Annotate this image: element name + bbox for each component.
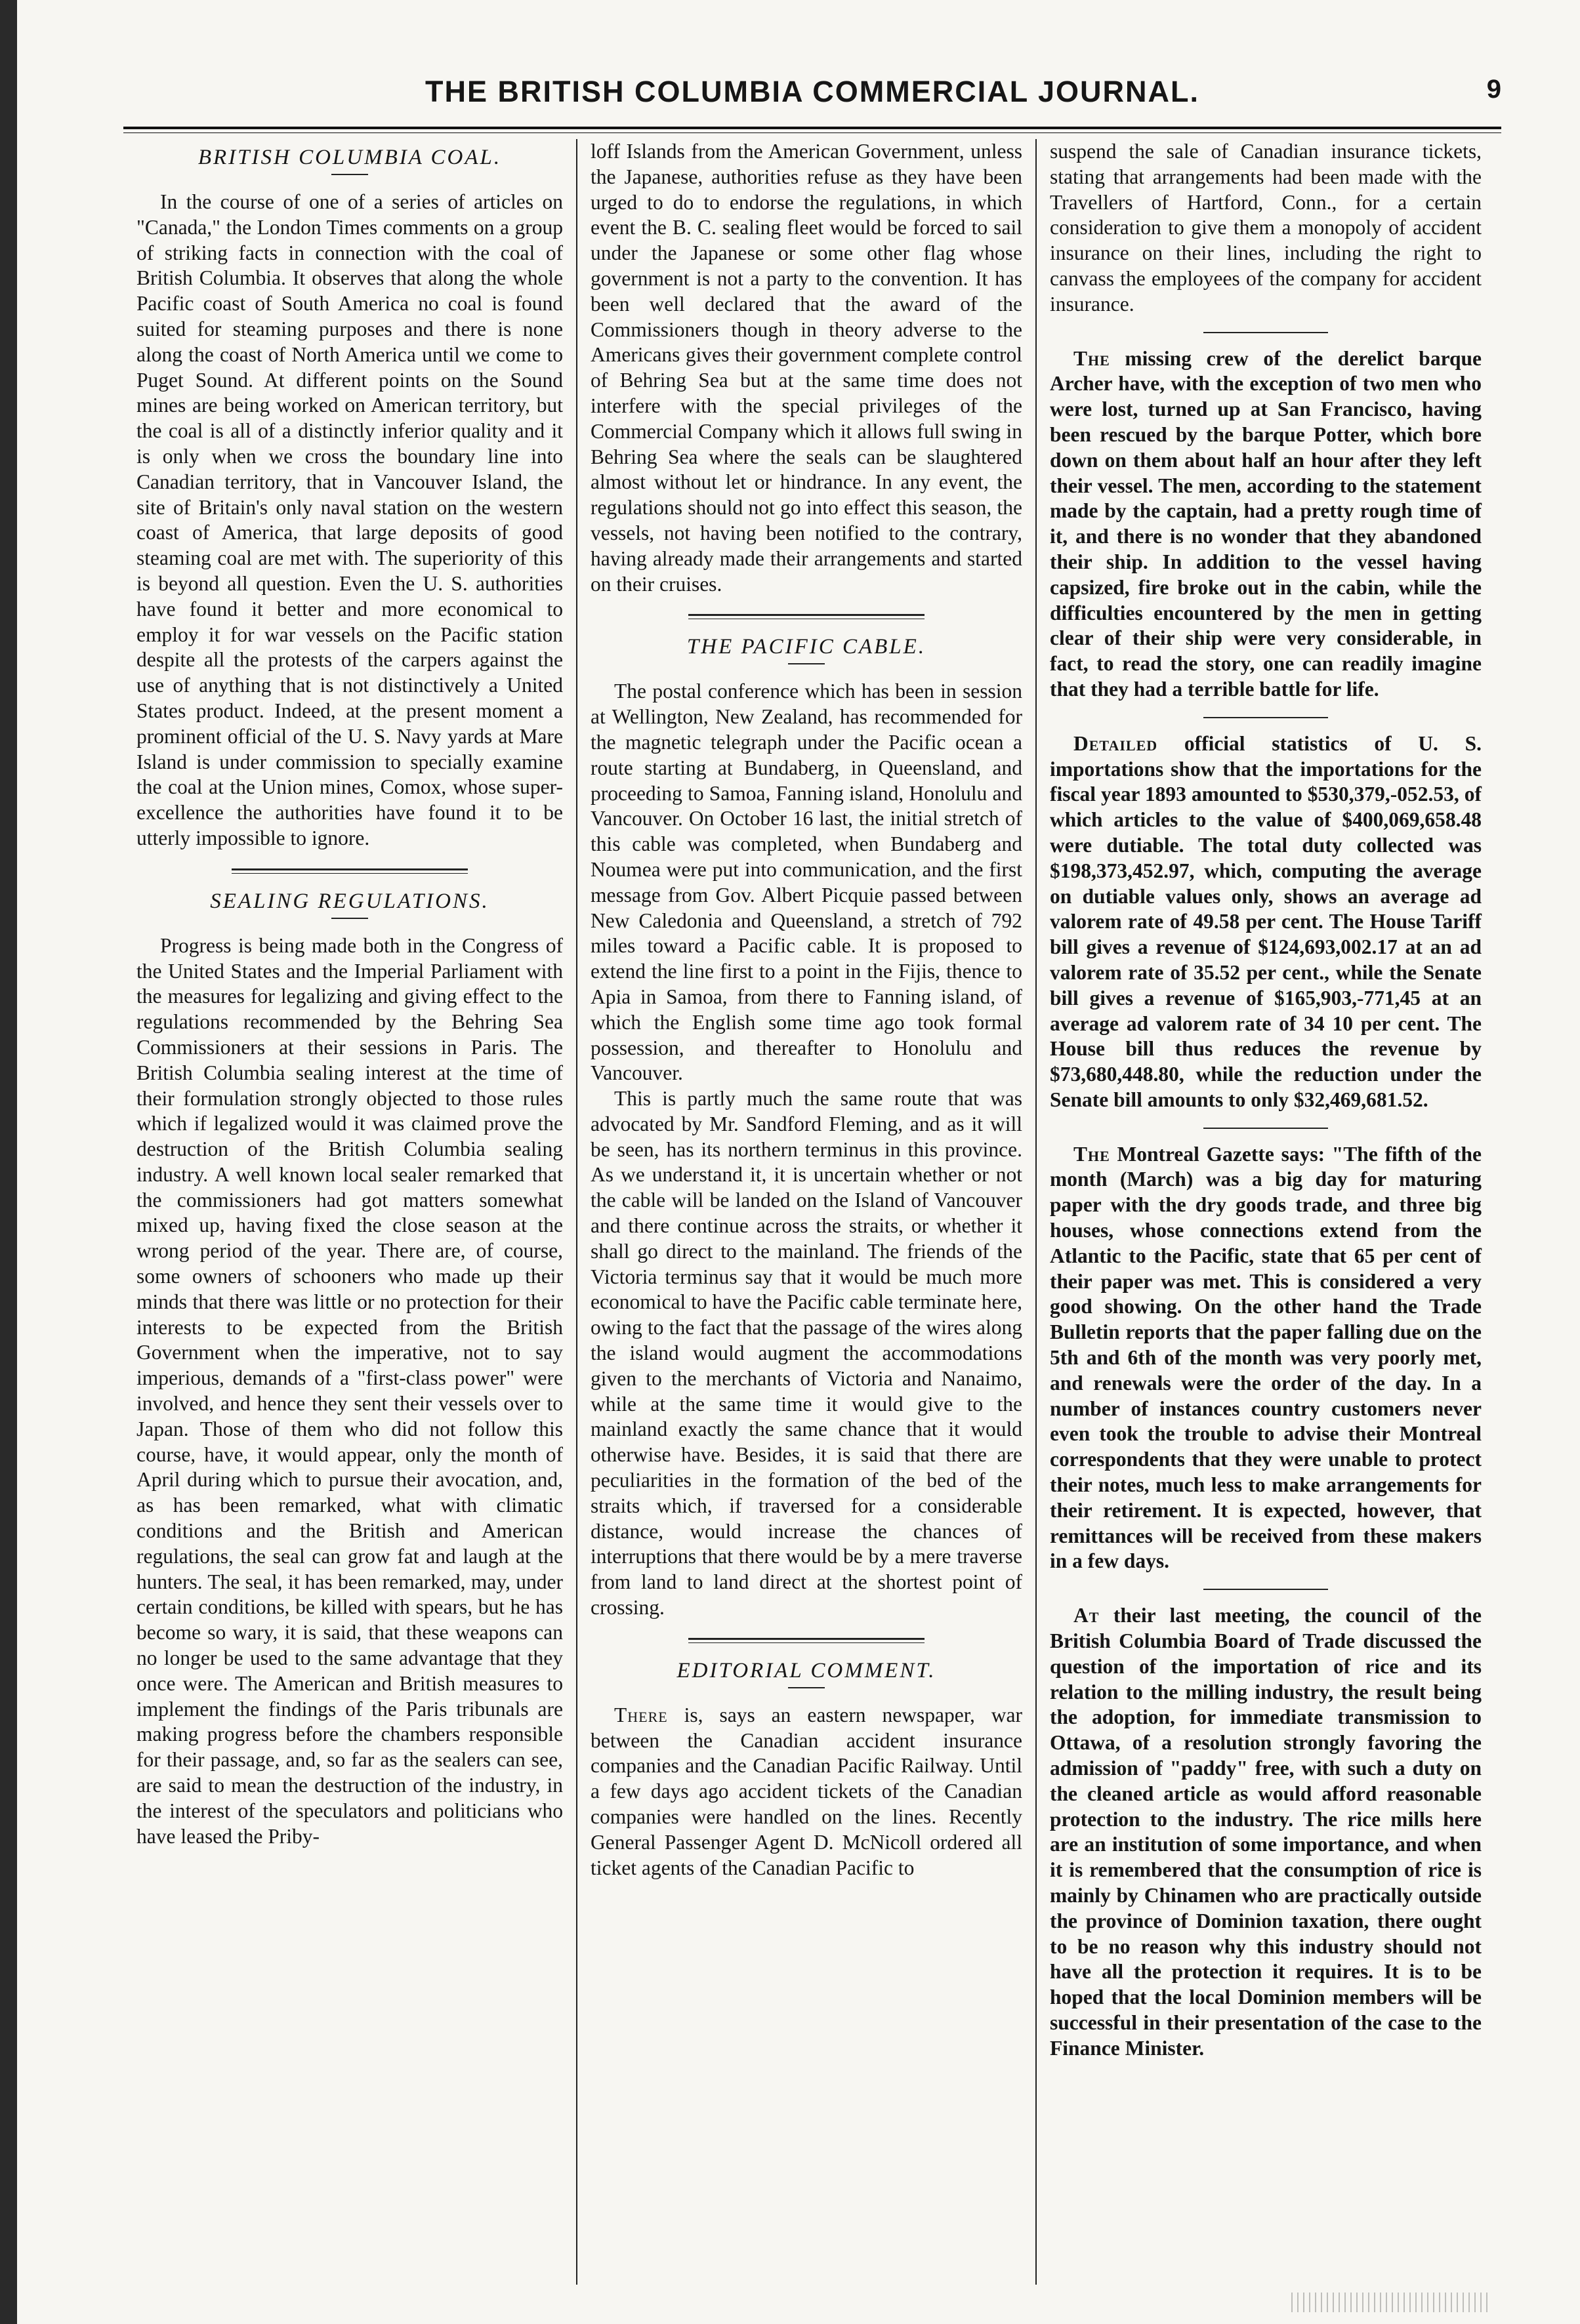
- column-2: [576, 139, 1035, 2285]
- scan-binding-edge: [0, 0, 17, 2324]
- section-divider: [688, 1638, 925, 1643]
- paragraph-body: missing crew of the derelict barque Archer have, with the exception of two men who were lost, turned up at San Francisco, having been rescued by the barque Potter, which bore down on them about half an hour after they left their vessel. The men, according to the statement made by the captain, had a pretty rough time of it, and there is no wonder that they abandoned their ship. In addition to the vessel having capsized, fire broke out in the cabin, while the difficulties encountered by the men in getting clear of their ship were very considerable, in fact, to read the story, one can readily imagine that they had a terrible battle for life.: [1050, 346, 1482, 701]
- article-rice: [1050, 1603, 1482, 2061]
- masthead-rule: [123, 127, 1501, 133]
- article-insurance-continued: suspend the sale of Canadian insurance tickets, stating that arrangements had been made with the Travellers of Hartford, Conn., for a certain consideration to give them a monopoly of accident insurance on their lines, including the right to canvass the employees of the company for accident insurance.: [1050, 140, 1482, 316]
- article-sealing-continued: loff Islands from the American Government, unless the Japanese, authorities refuse as they have been urged to do to endorse the regulations, in which event the B. C. sealing fleet would be forced to sail under the Japanese or some other flag whose government is not a party to the convention. It has been well declared that the award of the Commissioners though in theory adverse to the Americans gives their government complete control of Behring Sea but at the same time does not interfere with the special privileges of the Commercial Company which it allows full swing in Behring Sea where the seals can be slaughtered almost without let or hindrance. In any event, the regulations should not go into effect this season, the vessels, not having been notified to the contrary, having already made their arrangements and started on their cruises.: [591, 140, 1022, 596]
- article-montreal: [1050, 1142, 1482, 1575]
- heading-coal: BRITISH COLUMBIA COAL.: [198, 146, 502, 169]
- article-sealing-text: Progress is being made both in the Congress of the United States and the Imperial Parliament with the measures for legalizing and giving effect to the regulations recommended by the Behring Sea Commissioners at their sessions in Paris. The British Columbia sealing interest at the time of their formulation strongly objected to those rules which if legalized would it was claimed prove the destruction of the British Columbia sealing industry. A well known local sealer remarked that the commissioners had got matters somewhat mixed up, having fixed the close season at the wrong period of the year. There are, of course, some owners of schooners who made up their minds that there was little or no protection for their interests to be expected from the British Government when the imperative, not to say imperious, demands of a "first-class power" were involved, and hence they sent their vessels over to Japan. Those of them who did not follow this course, have, it would appear, only the month of April during which to pursue their avocation, and, as has been remarked, what with climatic conditions and the British and American regulations, the seal can grow fat and laugh at the hunters. The seal, it has been remarked, may, under certain conditions, be killed with spears, but he has become so wary, it is said, that these weapons can no longer be used to the same advantage that they once were. The American and British measures to implement the findings of the Paris tribunals are making progress before the chambers responsible for their passage, and, so far as the sealers can see, are said to mean the destruction of the industry, in the interest of the speculators and politicians who have leased the Priby-: [136, 933, 563, 1848]
- lead-word: Detailed: [1073, 731, 1158, 755]
- heading-editorial: EDITORIAL COMMENT.: [676, 1658, 936, 1682]
- journal-title: THE BRITISH COLUMBIA COMMERCIAL JOURNAL.: [425, 75, 1199, 108]
- heading-sealing: SEALING REGULATIONS.: [210, 889, 489, 913]
- paragraph-body: their last meeting, the council of the British Columbia Board of Trade discussed the question of the importation of rice and its relation to the milling industry, the result being the adoption, for immediate transmission to Ottawa, of a resolution strongly favoring the admission of "paddy" free, with such a duty on the cleaned article as would afford reasonable protection to the industry. The rice mills here are an institution of some importance, and when it is remembered that the consumption of rice is mainly by Chinamen who are practically outside the province of Dominion taxation, there ought to be no reason why this industry should not have all the protection it requires. It is to be hoped that the local Dominion members will be successful in their presentation of the case to the Finance Minister.: [1050, 1604, 1482, 2060]
- column-3: [1035, 139, 1495, 2285]
- dash-rule: [331, 918, 368, 919]
- dash-rule: [788, 1687, 825, 1688]
- scan-noise: [1291, 2293, 1488, 2312]
- dash-rule: [788, 663, 825, 664]
- article-statistics: [1050, 731, 1482, 1113]
- lead-word: The: [1073, 346, 1110, 370]
- article-coal-text: In the course of one of a series of articles on "Canada," the London Times comments on a group of striking facts in connection with the coal of British Columbia. It observes that along the whole Pacific coast of South America no coal is found suited for steaming purposes and there is none along the coast of North America until we come to Puget Sound. At different points on the Sound mines are being worked on American territory, but the coal is all of a distinctly inferior quality and it is only when we cross the boundary line into Canadian territory, that in Vancouver Island, the site of Britain's only naval station on the western coast of America, that large deposits of good steaming coal are met with. The superiority of this is beyond all question. Even the U. S. authorities have found it better and more economical to employ it for war vessels on the Pacific station despite all the protests of the carpers against the use of anything that is not distinctively a United States product. Indeed, at the present moment a prominent official of the U. S. Navy yards at Mare Island is under commission to specially examine the coal at the Union mines, Comox, whose super-excellence the authorities have found it to be utterly impossible to ignore.: [136, 190, 563, 849]
- column-1: [123, 139, 576, 2285]
- page-number: 9: [1486, 75, 1501, 104]
- section-divider: [688, 614, 925, 619]
- paragraph-body: official statistics of U. S. importations show that the importations for the fiscal year 1893 amounted to $530,379,-052.53, of which articles to the value of $400,069,658.48 were dutiable. The total duty collected was $198,373,452.97, which, computing the average on dutiable values only, shows an average ad valorem rate of 49.58 per cent. The House Tariff bill gives a revenue of $124,693,002.17 at an ad valorem rate of 35.52 per cent., while the Senate bill gives a revenue of $165,903,-771,45 at an average ad valorem rate of 34 10 per cent. The House bill thus reduces the revenue by $73,680,448.80, while the reduction under the Senate bill amounts to only $32,469,681.52.: [1050, 731, 1482, 1111]
- paragraph-divider: [1203, 717, 1328, 718]
- paragraph-divider: [1203, 1589, 1328, 1590]
- paragraph-body: Montreal Gazette says: "The fifth of the month (March) was a big day for maturing paper with the dry goods trade, and three big houses, whose connections extend from the Atlantic to the Pacific, state that 65 per cent of their paper was met. This is considered a very good showing. On the other hand the Trade Bulletin reports that the paper falling due on the 5th and 6th of the month was very poorly met, and renewals were the order of the day. In a number of instances country customers never even took the trouble to advise their Montreal correspondents that they were unable to protect their notes, much less to make arrangements for their retirement. It is expected, however, that remittances will be received from these makers in a few days.: [1050, 1142, 1482, 1573]
- article-columns: [123, 139, 1501, 2285]
- article-cable-p1: The postal conference which has been in session at Wellington, New Zealand, has recommended for the magnetic telegraph under the Pacific ocean a route starting at Bundaberg, in Queensland, and proceeding to Samoa, Fanning island, Honolulu and Vancouver. On October 16 last, the initial stretch of this cable was completed, when Bundaberg and Noumea were put into communication, and the first message from Gov. Albert Picquie passed between New Caledonia and Queensland, a stretch of 792 miles toward a Pacific cable. It is proposed to extend the line first to a point in the Fijis, thence to Apia in Samoa, from there to Fanning island, of which the English some time ago took formal possession, and thereafter to Honolulu and Vancouver.: [591, 680, 1022, 1085]
- paragraph-body: is, says an eastern newspaper, war between the Canadian accident insurance companies and the Canadian Pacific Railway. Until a few days ago accident tickets of the Canadian companies were handled on the lines. Recently General Passenger Agent D. McNicoll ordered all ticket agents of the Canadian Pacific to: [591, 1703, 1022, 1879]
- lead-word: There: [614, 1703, 668, 1726]
- section-divider: [232, 868, 468, 874]
- lead-word: At: [1073, 1604, 1100, 1627]
- heading-pacific-cable: THE PACIFIC CABLE.: [686, 635, 926, 659]
- paragraph-divider: [1203, 1128, 1328, 1129]
- article-editorial-text: [591, 1703, 1022, 1881]
- paragraph-divider: [1203, 332, 1328, 333]
- masthead: [123, 66, 1501, 118]
- lead-word: The: [1073, 1142, 1110, 1166]
- article-archer: [1050, 346, 1482, 703]
- dash-rule: [331, 174, 368, 175]
- article-cable-p2: This is partly much the same route that was advocated by Mr. Sandford Fleming, and as it will be seen, has its northern terminus in this province. As we understand it, it is uncertain whether or not the cable will be landed on the Island of Vancouver and there continue across the straits, or whether it shall go direct to the mainland. The friends of the Victoria terminus say that it would be much more economical to have the Pacific cable terminate here, owing to the fact that the passage of the wires along the island would augment the accommodations given to the merchants of Victoria and Nanaimo, while at the same time it would give to the mainland exactly the same chance that it would otherwise have. Besides, it is said that there are peculiarities in the formation of the bed of the straits which, if traversed for a considerable distance, would increase the chances of interruptions that there would be by a mere traverse from land to land direct at the shortest point of crossing.: [591, 1087, 1022, 1620]
